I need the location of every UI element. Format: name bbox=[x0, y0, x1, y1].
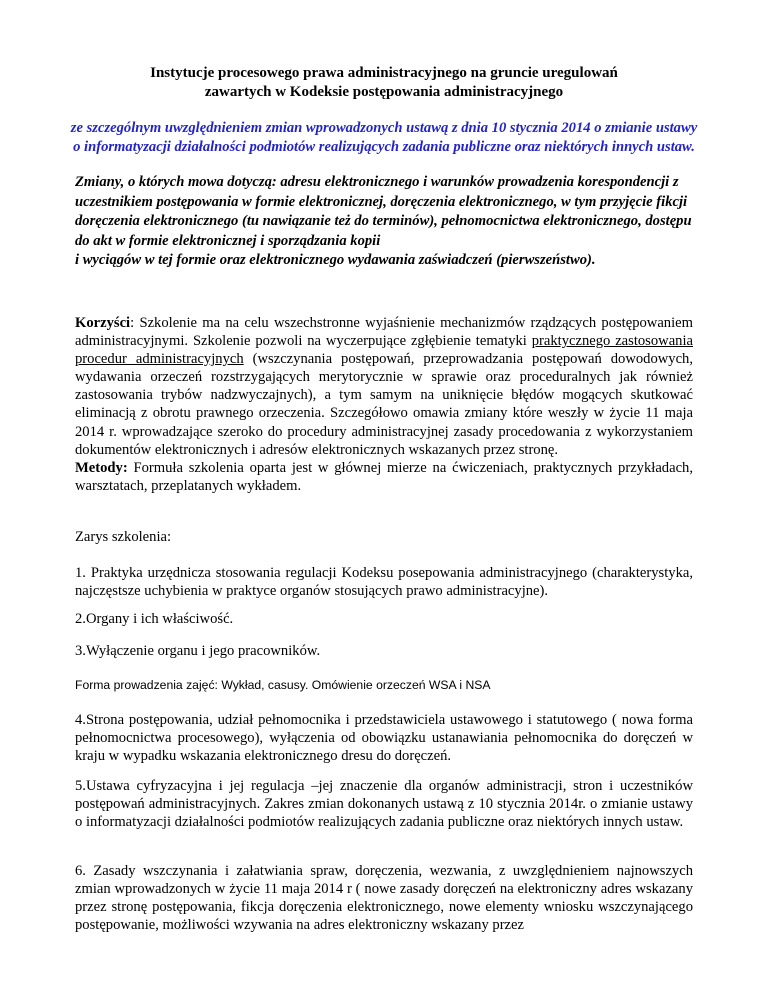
changes-part-1: Zmiany, o których mowa dotyczą: adresu elektronicznego i warunków prowadzenia korespondencji z uczestnikiem postępowania w formie elektronicznej, doręczenia elektronicznego, w tym przyjęcie fikcji doręczenia elektronicznego (tu nawiązanie też do terminów), pełnomocnictwa elektronicznego, dostępu do akt w formie elektronicznej i sporządzania kopii bbox=[75, 174, 692, 249]
benefits-text-after: (wszczynania postępowań, przeprowadzania postępowań dowodowych, wydawania orzeczeń rozstrzygających merytorycznie w sprawie oraz proceduralnych jak również zastosowania trybów nadzwyczajnych), a tym samym na uniknięcie błędów mogących skutkować eliminacją z obrotu prawnego orzeczenia. Szczegółowo omawia zmiany które weszły w życie 11 maja 2014 r. wprowadzające szeroko do procedury administracyjnej zasady procedowania z wykorzystaniem dokumentów elektronicznych i adresów elektronicznych wskazanych przez stronę. bbox=[75, 351, 694, 458]
benefits-section bbox=[75, 314, 693, 495]
methods-paragraph bbox=[75, 459, 693, 495]
changes-part-2: i wyciągów w tej formie oraz elektronicznego wydawania zaświadczeń (pierwszeństwo). bbox=[75, 252, 596, 268]
title-line-2: zawartych w Kodeksie postępowania administracyjnego bbox=[204, 84, 564, 100]
outline-point-6: 6. Zasady wszczynania i załatwiania spraw, doręczenia, wezwania, z uwzględnieniem najnowszych zmian wprowadzonych w życie 11 maja 2014 r ( nowe zasady doręczeń na elektroniczny adres wskazany przez stronę postępowania, fikcja doręczenia elektronicznego, nowe elementy wniosku wszczynającego postępowanie, możliwości wzywania na adres elektroniczny wskazany przez bbox=[75, 863, 693, 933]
form-of-classes-note: Forma prowadzenia zajęć: Wykład, casusy. Omówienie orzeczeń WSA i NSA bbox=[75, 678, 491, 692]
benefits-paragraph bbox=[75, 314, 693, 459]
outline-point-1: 1. Praktyka urzędnicza stosowania regulacji Kodeksu posepowania administracyjnego (charakterystyka, najczęstsze uchybienia w praktyce organów stosujących prawo administracyjne). bbox=[75, 565, 693, 599]
changes-paragraph bbox=[75, 173, 693, 271]
benefits-underlined-text: praktycznego zastosowania procedur administracyjnych bbox=[75, 333, 693, 368]
outline-point-5: 5.Ustawa cyfryzacyjna i jej regulacja –jej znaczenie dla organów administracji, stron i uczestników postępowań administracyjnych. Zakres zmian dokonanych ustawą z 10 stycznia 2014r. o zmianie ustawy o informatyzacji działalności podmiotów realizujących zadania publiczne oraz niektórych innych ustaw. bbox=[75, 778, 693, 830]
outline-point-4: 4.Strona postępowania, udział pełnomocnika i przedstawiciela ustawowego i statutowego ( nowa forma pełnomocnictwa procesowego), wyłączenia od obowiązku ustanawiania pełnomocnika do doręczeń w kraju w wypadku wskazania elektronicznego dresu do doręczeń. bbox=[75, 712, 693, 764]
outline-heading: Zarys szkolenia: bbox=[75, 529, 172, 545]
document-subtitle: ze szczególnym uwzględnieniem zmian wprowadzonych ustawą z dnia 10 stycznia 2014 o zmianie ustawy o informatyzacji działalności podmiotów realizujących zadania publiczne oraz niektórych innych ustaw. bbox=[70, 120, 698, 155]
benefits-text-before: : Szkolenie ma na celu wszechstronne wyjaśnienie mechanizmów rządzących postępowaniem administracyjnymi. Szkolenie pozwoli na wyczerpujące zgłębienie tematyki bbox=[75, 315, 693, 350]
document-title bbox=[100, 64, 668, 102]
title-line-1: Instytucje procesowego prawa administracyjnego na gruncie uregulowań bbox=[150, 65, 618, 81]
outline-point-3: 3.Wyłączenie organu i jego pracowników. bbox=[75, 643, 321, 659]
benefits-label: Korzyści bbox=[75, 315, 131, 331]
methods-text: Formuła szkolenia oparta jest w głównej mierze na ćwiczeniach, praktycznych przykładach, warsztatach, przeplatanych wykładem. bbox=[75, 459, 693, 494]
outline-point-2: 2.Organy i ich właściwość. bbox=[75, 611, 234, 627]
methods-label: Metody: bbox=[75, 459, 128, 476]
